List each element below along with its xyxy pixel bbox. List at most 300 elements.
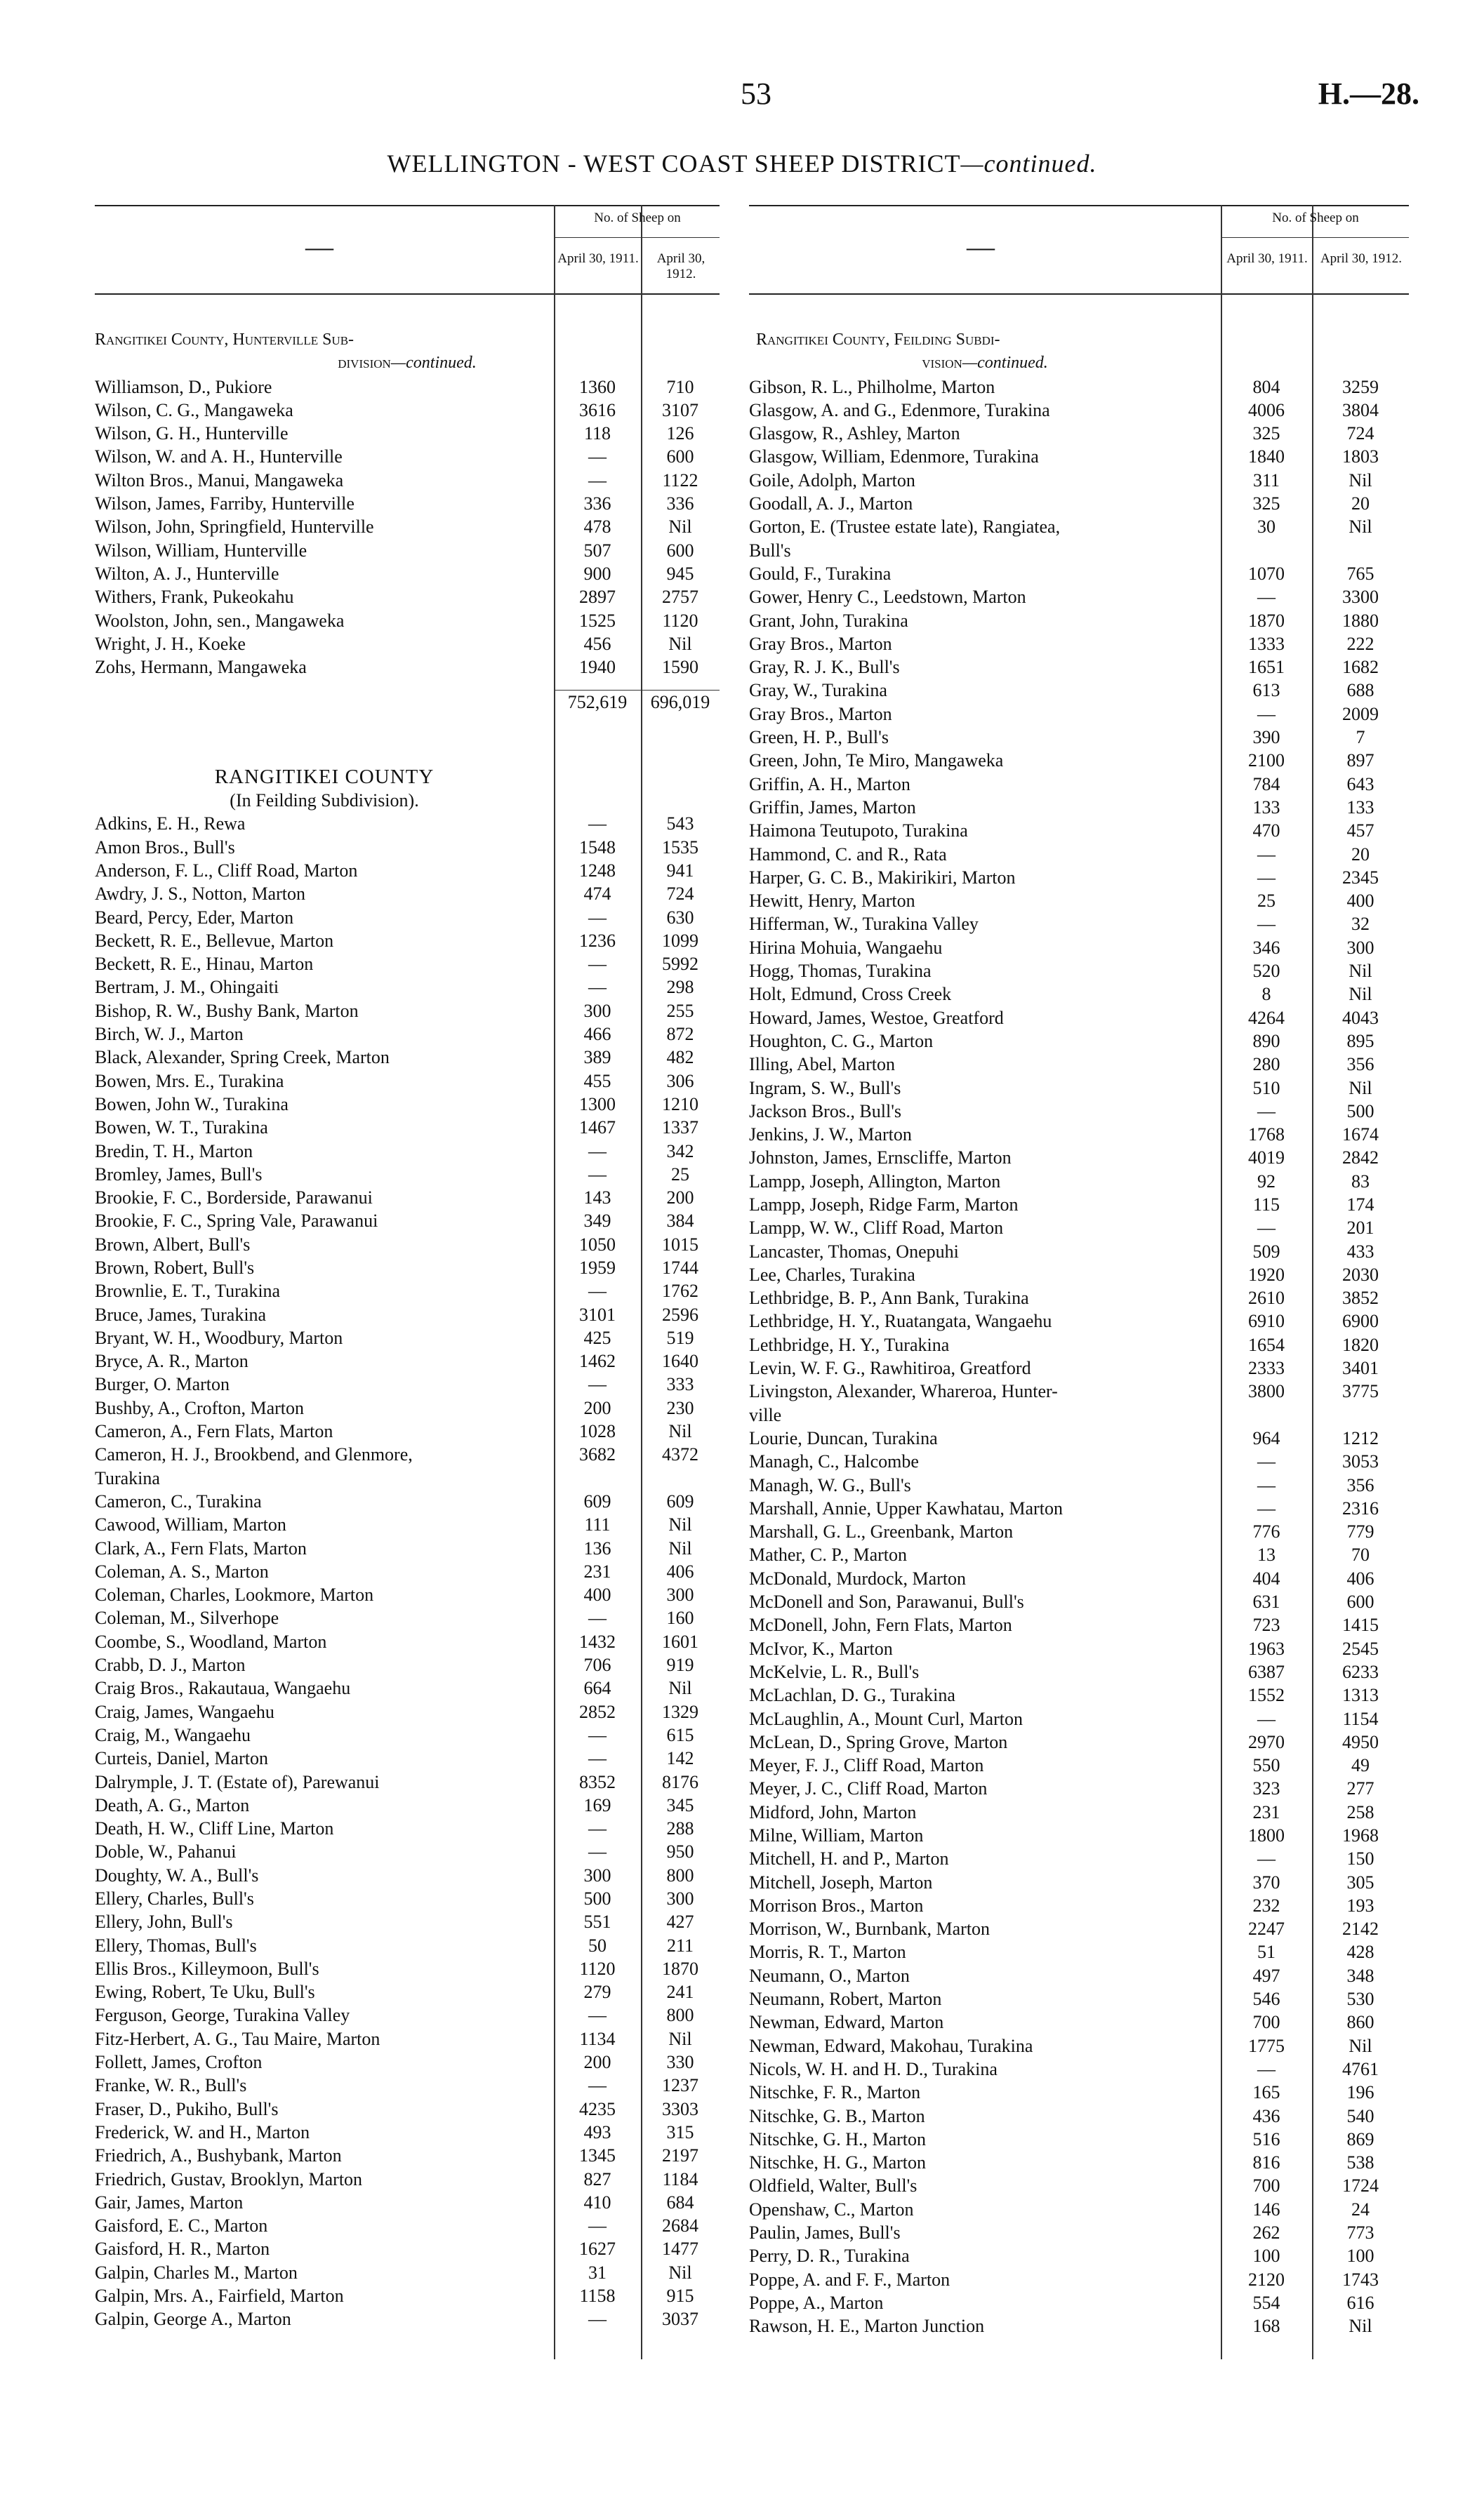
owner-name: Managh, C., Halcombe	[749, 1451, 919, 1472]
owner-name: Friedrich, Gustav, Brooklyn, Marton	[95, 2168, 363, 2189]
sheep-1911: 890	[1252, 1030, 1280, 1051]
sheep-1912: 4372	[662, 1444, 698, 1465]
sheep-1911: 1432	[579, 1631, 616, 1652]
table-row	[95, 1046, 720, 1069]
sheep-1912: 1415	[1342, 1615, 1379, 1636]
table-row	[95, 1140, 720, 1163]
sheep-1911: 2897	[579, 587, 616, 608]
owner-name: Bushby, A., Crofton, Marton	[95, 1397, 305, 1418]
table-row	[95, 975, 720, 999]
sheep-1912: 201	[1346, 1218, 1374, 1239]
sheep-1911: —	[1257, 1498, 1276, 1519]
sheep-1912: Nil	[668, 1514, 692, 1535]
table-row	[749, 1801, 1409, 1824]
owner-name: Wilson, G. H., Hunterville	[95, 423, 289, 444]
sheep-1912: 2345	[1342, 867, 1379, 888]
sheep-1911: 516	[1252, 2128, 1280, 2149]
sheep-1912: 2684	[662, 2215, 698, 2236]
owner-name: Levin, W. F. G., Rawhitiroa, Greatford	[749, 1358, 1031, 1379]
table-row	[95, 375, 720, 399]
sheep-1912: 872	[666, 1024, 694, 1045]
table-row	[749, 375, 1409, 399]
sheep-1911: 466	[583, 1024, 611, 1045]
table-top-rule	[95, 205, 720, 206]
owner-name: Doughty, W. A., Bull's	[95, 1865, 259, 1886]
owner-name: Lethbridge, B. P., Ann Bank, Turakina	[749, 1288, 1029, 1309]
sheep-1912: 895	[1346, 1030, 1374, 1051]
sheep-1911: 168	[1252, 2316, 1280, 2337]
sheep-1911: 436	[1252, 2105, 1280, 2126]
sheep-1911: 609	[583, 1491, 611, 1512]
sheep-1911: 497	[1252, 1965, 1280, 1986]
owner-name: Wilson, W. and A. H., Hunterville	[95, 446, 343, 467]
sheep-1912: 765	[1346, 563, 1374, 584]
sheep-1911: 520	[1252, 961, 1280, 982]
sheep-1912: 336	[666, 493, 694, 514]
table-row	[749, 445, 1409, 468]
table-row	[749, 1707, 1409, 1731]
table-row	[749, 679, 1409, 702]
owner-name: Franke, W. R., Bull's	[95, 2075, 247, 2096]
sheep-1911: 169	[583, 1794, 611, 1815]
table-row	[95, 1373, 720, 1396]
table-row	[749, 1894, 1409, 1917]
sheep-1912: 2842	[1342, 1147, 1379, 1168]
table-row	[95, 2004, 720, 2027]
sheep-1912: 3401	[1342, 1358, 1379, 1379]
sheep-1912: 530	[1346, 1989, 1374, 2010]
sheep-1912: 543	[666, 813, 694, 834]
sheep-1912: 20	[1351, 493, 1370, 514]
sheep-1912: Nil	[1349, 2035, 1372, 2056]
table-row	[95, 1420, 720, 1443]
sheep-1911: 30	[1257, 516, 1276, 538]
sheep-1911: —	[588, 469, 607, 491]
table-row	[749, 889, 1409, 912]
table-row	[95, 1630, 720, 1653]
owner-name: Death, H. W., Cliff Line, Marton	[95, 1818, 334, 1839]
sheep-1912: 330	[666, 2052, 694, 2073]
sheep-1912: 724	[666, 884, 694, 905]
sheep-1911: 1134	[579, 2028, 616, 2049]
sheep-1912: 3804	[1342, 399, 1379, 420]
sheep-1912: 345	[666, 1794, 694, 1815]
owner-name: Wilson, John, Springfield, Hunterville	[95, 516, 374, 538]
table-row	[749, 1474, 1409, 1497]
owner-name: Hogg, Thomas, Turakina	[749, 961, 932, 982]
sheep-1911: 325	[1252, 423, 1280, 444]
table-row	[749, 2198, 1409, 2221]
sheep-1912: 2545	[1342, 1638, 1379, 1659]
sheep-1912: 298	[666, 977, 694, 998]
owner-name: Gair, James, Marton	[95, 2192, 244, 2213]
sheep-1911: 474	[583, 884, 611, 905]
sheep-1912: 1210	[662, 1093, 698, 1114]
owner-name: Galpin, Mrs. A., Fairfield, Marton	[95, 2286, 344, 2307]
sheep-1911: 1651	[1248, 657, 1285, 678]
owner-name: Lampp, Joseph, Ridge Farm, Marton	[749, 1194, 1019, 1215]
table-row	[749, 1590, 1409, 1613]
table-row	[749, 1404, 1409, 1427]
table-row	[749, 2221, 1409, 2244]
table-row	[749, 1286, 1409, 1309]
right-rows-list	[749, 375, 1409, 2338]
title-main: WELLINGTON - WEST COAST SHEEP DISTRICT	[387, 149, 961, 178]
sheep-1911	[1221, 1404, 1312, 1427]
sheep-1912: 2197	[662, 2145, 698, 2166]
sheep-1911: 346	[1252, 937, 1280, 958]
table-row	[95, 1724, 720, 1747]
owner-name: Bertram, J. M., Ohingaiti	[95, 977, 279, 998]
sheep-1912: 150	[1346, 1848, 1374, 1869]
owner-name: Fitz-Herbert, A. G., Tau Maire, Marton	[95, 2028, 380, 2049]
owner-name: Newman, Edward, Marton	[749, 2012, 944, 2033]
sheep-1911: 551	[583, 1912, 611, 1933]
table-row	[749, 655, 1409, 679]
table-row	[95, 1513, 720, 1536]
sheep-1911: 280	[1252, 1054, 1280, 1075]
owner-name: Beard, Percy, Eder, Marton	[95, 907, 294, 928]
owner-name: Curteis, Daniel, Marton	[95, 1748, 268, 1769]
sheep-1912: 519	[666, 1327, 694, 1348]
sheep-1912: 356	[1346, 1054, 1374, 1075]
table-row	[749, 1567, 1409, 1590]
title-continued: —continued.	[960, 149, 1097, 178]
owner-name: Meyer, F. J., Cliff Road, Marton	[749, 1755, 984, 1776]
owner-name: Black, Alexander, Spring Creek, Marton	[95, 1047, 390, 1068]
sheep-1911: 510	[1252, 1077, 1280, 1098]
owner-name: Morrison Bros., Marton	[749, 1895, 924, 1916]
owner-name: Managh, W. G., Bull's	[749, 1474, 911, 1495]
sheep-1911: 3616	[579, 399, 616, 420]
sheep-1911: 410	[583, 2192, 611, 2213]
sheep-1912: 688	[1346, 680, 1374, 701]
sheep-1912: 406	[666, 1561, 694, 1582]
sheep-1912: 2596	[662, 1304, 698, 1325]
owner-name: Hirina Mohuia, Wangaehu	[749, 937, 943, 958]
table-row	[749, 796, 1409, 819]
table-row	[749, 1356, 1409, 1380]
table-row	[95, 1163, 720, 1186]
sheep-1911: 25	[1257, 891, 1276, 912]
sheep-1911: 349	[583, 1211, 611, 1232]
owner-name: Anderson, F. L., Cliff Road, Marton	[95, 860, 358, 881]
sheep-1911: 1360	[579, 376, 616, 397]
sheep-1911: 1462	[579, 1351, 616, 1372]
sheep-1911: —	[1257, 1708, 1276, 1729]
sheep-1911: —	[1257, 1100, 1276, 1121]
table-row	[95, 1887, 720, 1910]
sheep-1912: 200	[666, 1187, 694, 1208]
table-row	[95, 1747, 720, 1770]
table-row	[95, 2191, 720, 2214]
sheep-1912: 3300	[1342, 587, 1379, 608]
table-row	[95, 539, 720, 562]
sheep-1912: 255	[666, 1000, 694, 1021]
sheep-1912: 6900	[1342, 1311, 1379, 1332]
table-row	[749, 2244, 1409, 2267]
owner-name: Friedrich, A., Bushybank, Marton	[95, 2145, 342, 2166]
table-row	[749, 773, 1409, 796]
owner-name: Bowen, W. T., Turakina	[95, 1117, 268, 1138]
sheep-1911: 1300	[579, 1093, 616, 1114]
sheep-1911: 664	[583, 1678, 611, 1699]
table-row	[95, 882, 720, 905]
owner-name: Grant, John, Turakina	[749, 610, 908, 631]
table-row	[95, 1560, 720, 1583]
sheep-1912: 342	[666, 1140, 694, 1161]
sheep-1912	[641, 1467, 720, 1490]
table-row	[95, 906, 720, 929]
sheep-1911: 1775	[1248, 2035, 1285, 2056]
sheep-1911: 509	[1252, 1241, 1280, 1262]
sheep-1912: 1682	[1342, 657, 1379, 678]
sheep-1911: 827	[583, 2168, 611, 2189]
table-row	[749, 1263, 1409, 1286]
owner-name: Withers, Frank, Pukeokahu	[95, 587, 294, 608]
sheep-1912: 1762	[662, 1281, 698, 1302]
sheep-1912: 941	[666, 860, 694, 881]
table-row	[749, 585, 1409, 608]
sheep-1912: 230	[666, 1397, 694, 1418]
sheep-1911: 500	[583, 1888, 611, 1909]
sheep-1912: 160	[666, 1608, 694, 1629]
sheep-1911: 92	[1257, 1171, 1276, 1192]
sheep-1911: 1840	[1248, 446, 1285, 467]
owner-name: Poppe, A. and F. F., Marton	[749, 2269, 950, 2290]
total-1912: 696,019	[641, 690, 720, 713]
group-header: No. of Sheep on	[594, 211, 681, 225]
sheep-1911: 784	[1252, 773, 1280, 794]
owner-name: Bruce, James, Turakina	[95, 1304, 267, 1325]
sheep-1912: Nil	[1349, 961, 1372, 982]
total-1911: 752,619	[554, 690, 641, 713]
owner-name: Brown, Robert, Bull's	[95, 1257, 255, 1278]
sheep-1911: 1070	[1248, 563, 1285, 584]
sheep-1911: 300	[583, 1865, 611, 1886]
table-row	[749, 1777, 1409, 1800]
table-row	[749, 1123, 1409, 1146]
sheep-1911: 231	[1252, 1801, 1280, 1822]
owner-name: Clark, A., Fern Flats, Marton	[95, 1538, 307, 1559]
sheep-1911: 2610	[1248, 1288, 1285, 1309]
sheep-1912: 211	[666, 1935, 694, 1956]
owner-name: Galpin, George A., Marton	[95, 2309, 291, 2330]
owner-name: Bredin, T. H., Marton	[95, 1140, 253, 1161]
table-row	[95, 1326, 720, 1349]
owner-name: Hifferman, W., Turakina Valley	[749, 914, 979, 935]
sheep-1912: Nil	[1349, 1077, 1372, 1098]
table-row	[95, 632, 720, 655]
sheep-1912: 1015	[662, 1234, 698, 1255]
sheep-1912: 277	[1346, 1778, 1374, 1799]
owner-name: Woolston, John, sen., Mangaweka	[95, 610, 345, 631]
table-row	[749, 1216, 1409, 1239]
table-row	[95, 1840, 720, 1863]
sheep-1911: 1963	[1248, 1638, 1285, 1659]
owner-name: Poppe, A., Marton	[749, 2292, 884, 2313]
sheep-1912: 724	[1346, 423, 1374, 444]
owner-name: Ingram, S. W., Bull's	[749, 1077, 901, 1098]
total-row	[95, 690, 720, 713]
sheep-1911: 2970	[1248, 1731, 1285, 1752]
table-row	[749, 1309, 1409, 1333]
owner-name: Houghton, C. G., Marton	[749, 1030, 934, 1051]
sheep-1912: 1640	[662, 1351, 698, 1372]
owner-name: Lancaster, Thomas, Onepuhi	[749, 1241, 959, 1262]
sheep-1911: 1028	[579, 1421, 616, 1442]
table-row	[95, 2307, 720, 2331]
table-row	[95, 1349, 720, 1373]
sheep-1911: —	[1257, 1474, 1276, 1495]
section-heading-line2-text: division	[338, 354, 391, 373]
sheep-1911: 613	[1252, 680, 1280, 701]
owner-name: Gray, W., Turakina	[749, 680, 887, 701]
sheep-1911: 231	[583, 1561, 611, 1582]
table-row	[749, 2058, 1409, 2081]
sheep-1912: Nil	[1349, 2316, 1372, 2337]
owner-name: Ferguson, George, Turakina Valley	[95, 2005, 350, 2026]
sheep-1911: —	[1257, 844, 1276, 865]
table-row	[749, 1450, 1409, 1473]
sheep-1912: 1743	[1342, 2269, 1379, 2290]
sheep-1911: 964	[1252, 1427, 1280, 1448]
table-row	[95, 492, 720, 515]
sheep-1911: 1345	[579, 2145, 616, 2166]
table-row	[95, 585, 720, 608]
sheep-1911: 900	[583, 563, 611, 584]
sheep-1911: —	[588, 1818, 607, 1839]
sheep-1912: 3852	[1342, 1288, 1379, 1309]
table-row	[95, 1537, 720, 1560]
sheep-1912: 193	[1346, 1895, 1374, 1916]
table-row	[749, 749, 1409, 772]
table-row	[95, 2144, 720, 2167]
section-heading-text: Rangitikei County, Hunterville Sub-	[95, 331, 355, 349]
owner-name: Brookie, F. C., Borderside, Parawanui	[95, 1187, 373, 1208]
owner-name: Nicols, W. H. and H. D., Turakina	[749, 2058, 998, 2079]
owner-name: Holt, Edmund, Cross Creek	[749, 984, 952, 1005]
owner-name: Hammond, C. and R., Rata	[749, 844, 947, 865]
owner-name: Dalrymple, J. T. (Estate of), Parewanui	[95, 1771, 380, 1792]
owner-name: Openshaw, C., Marton	[749, 2199, 914, 2220]
owner-name: Bishop, R. W., Bushy Bank, Marton	[95, 1000, 359, 1021]
sheep-1911: 118	[583, 423, 611, 444]
owner-name: Paulin, James, Bull's	[749, 2222, 901, 2244]
sheep-1911: 1654	[1248, 1334, 1285, 1355]
sheep-1912: 3775	[1342, 1381, 1379, 1402]
owner-name: Morrison, W., Burnbank, Marton	[749, 1919, 991, 1940]
table-row	[95, 1233, 720, 1256]
owner-name: Marshall, G. L., Greenbank, Marton	[749, 1521, 1014, 1542]
owner-name: Wilton Bros., Manui, Mangaweka	[95, 469, 344, 491]
left-table	[95, 205, 720, 2359]
owner-name: Milne, William, Marton	[749, 1825, 924, 1846]
sheep-1911: 816	[1252, 2152, 1280, 2173]
sheep-1912: 300	[666, 1585, 694, 1606]
sheep-1911: —	[588, 977, 607, 998]
sheep-1912: 24	[1351, 2199, 1370, 2220]
owner-name: Gould, F., Turakina	[749, 563, 892, 584]
sheep-1912: 400	[1346, 891, 1374, 912]
sheep-1912: 1880	[1342, 610, 1379, 631]
sheep-1912: 643	[1346, 773, 1374, 794]
table-row	[95, 2261, 720, 2284]
table-row	[95, 1934, 720, 1957]
header-bottom-rule	[95, 293, 720, 295]
stub-header: —	[967, 231, 995, 262]
owner-name: ville	[749, 1404, 782, 1425]
section-heading-line2-text: vision	[922, 354, 962, 373]
sheep-1912: 2757	[662, 587, 698, 608]
owner-name: Galpin, Charles M., Marton	[95, 2262, 298, 2283]
table-row	[749, 1006, 1409, 1029]
table-row	[95, 2074, 720, 2097]
spacer	[95, 714, 720, 766]
sheep-1912: Nil	[668, 1538, 692, 1559]
owner-name: Gaisford, H. R., Marton	[95, 2239, 270, 2260]
table-row	[749, 1684, 1409, 1707]
owner-name: McIvor, K., Marton	[749, 1638, 893, 1659]
sheep-1911: 1120	[579, 1958, 616, 1979]
sheep-1911: 2852	[579, 1701, 616, 1722]
sheep-1911: —	[1257, 867, 1276, 888]
owner-name: Green, John, Te Miro, Mangaweka	[749, 750, 1004, 771]
sheep-1912: 897	[1346, 750, 1374, 771]
table-row	[749, 1847, 1409, 1870]
sheep-1911: 550	[1252, 1755, 1280, 1776]
owner-name: Craig Bros., Rakautaua, Wangaehu	[95, 1678, 351, 1699]
table-row	[749, 609, 1409, 632]
table-row	[95, 1771, 720, 1794]
table-row	[749, 2174, 1409, 2197]
table-row	[95, 1700, 720, 1724]
owner-name: Bryant, W. H., Woodbury, Marton	[95, 1327, 343, 1348]
sheep-1912: 1477	[662, 2239, 698, 2260]
sheep-1911: 133	[1252, 796, 1280, 818]
sheep-1912: 305	[1346, 1872, 1374, 1893]
sheep-1912: 384	[666, 1211, 694, 1232]
sheep-1911: —	[588, 1140, 607, 1161]
sheep-1912: 288	[666, 1818, 694, 1839]
sheep-1911: 1920	[1248, 1264, 1285, 1285]
sheep-1911: 455	[583, 1070, 611, 1091]
sheep-1911: 1158	[579, 2286, 616, 2307]
sheep-1912: 241	[666, 1982, 694, 2003]
owner-name: Marshall, Annie, Upper Kawhatau, Marton	[749, 1498, 1063, 1519]
owner-name: Wilson, C. G., Mangaweka	[95, 399, 293, 420]
sheep-1912: 32	[1351, 914, 1370, 935]
sheep-1912: 8176	[662, 1771, 698, 1792]
table-row	[749, 1100, 1409, 1123]
owner-name: Zohs, Hermann, Mangaweka	[95, 657, 307, 678]
table-row	[749, 1170, 1409, 1193]
table-row	[95, 812, 720, 835]
table-row	[95, 1116, 720, 1139]
sheep-1912: 306	[666, 1070, 694, 1091]
owner-name: Neumann, Robert, Marton	[749, 1989, 942, 2010]
section-continued: —continued.	[390, 354, 477, 373]
sheep-1911: 456	[583, 633, 611, 654]
table-row	[95, 609, 720, 632]
sheep-1911: 1236	[579, 930, 616, 951]
table-row	[749, 2081, 1409, 2104]
table-row	[749, 1987, 1409, 2011]
sheep-1911: 200	[583, 2052, 611, 2073]
sheep-1911: 232	[1252, 1895, 1280, 1916]
owner-name: Jenkins, J. W., Marton	[749, 1124, 912, 1145]
table-row	[749, 1146, 1409, 1169]
